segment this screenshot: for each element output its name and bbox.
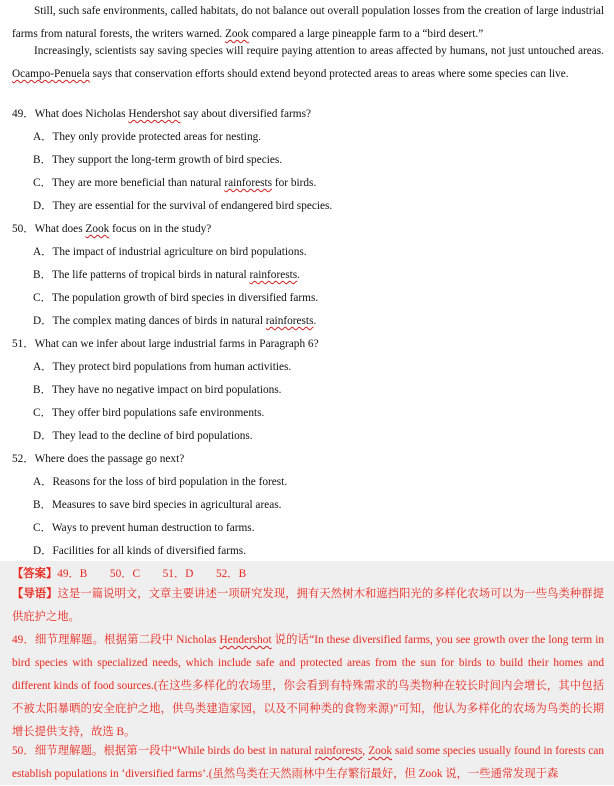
option-50-c: C．The population growth of bird species in diversified farms. bbox=[33, 292, 319, 304]
option-49-c: C．They are more beneficial than natural rainforests for birds. bbox=[33, 177, 317, 189]
option-51-c: C．They offer bird populations safe environments. bbox=[33, 407, 265, 419]
explanation-49: 49．细节理解题。根据第二段中 Nicholas Hendershot 说的话“In these diversified farms, you see growth over the long term in bird species with specialized needs, which include safe and protected areas from the sun for birds to build their homes and different kinds of food sources.(在这些多样化的农场里，你会看到有特殊需求的鸟类物种在较长时间内会增长，其中包括不被太阳暴晒的安全庇护之地，供鸟类建造家园，以及不同种类的食物来源)”可知，他认为多样化的农场为鸟类的长期增长提供支持，故选 B。 bbox=[12, 634, 605, 738]
option-52-a: A．Reasons for the loss of bird population in the forest. bbox=[33, 476, 288, 488]
question-52: 52．Where does the passage go next? bbox=[12, 453, 185, 465]
spell-check-word: rainforests bbox=[224, 177, 273, 189]
option-52-d: D．Facilities for all kinds of diversified farms. bbox=[33, 545, 247, 557]
guide-label: 【导语】 bbox=[12, 588, 58, 600]
guide-paragraph: 【导语】这是一篇说明文，文章主要讲述一项研究发现，拥有天然树木和遮挡阳光的多样化农场可以为一些鸟类种群提供庇护之地。 bbox=[12, 588, 604, 623]
answer-key-values: 49．B 50．C 51．D 52．B bbox=[57, 568, 247, 580]
option-52-c: C．Ways to prevent human destruction to farms. bbox=[33, 522, 255, 534]
answer-key-line bbox=[12, 565, 246, 581]
question-49: 49．What does Nicholas Hendershot say about diversified farms? bbox=[12, 108, 311, 120]
option-52-b: B．Measures to save bird species in agricultural areas. bbox=[33, 499, 282, 511]
option-51-d: D．They lead to the decline of bird populations. bbox=[33, 430, 253, 442]
option-51-b: B．They have no negative impact on bird populations. bbox=[33, 384, 282, 396]
question-50: 50．What does Zook focus on in the study? bbox=[12, 223, 212, 235]
spell-check-word: Zook bbox=[368, 745, 393, 757]
option-51-a: A．They protect bird populations from human activities. bbox=[33, 361, 292, 373]
spell-check-word: Hendershot bbox=[219, 634, 272, 646]
spell-check-word: rainforests bbox=[314, 745, 363, 757]
option-50-b: B．The life patterns of tropical birds in natural rainforests. bbox=[33, 269, 300, 281]
spell-check-word: Ocampo-Penuela bbox=[12, 68, 90, 80]
option-49-b: B．They support the long-term growth of bird species. bbox=[33, 154, 283, 166]
spell-check-word: Zook bbox=[85, 223, 110, 235]
spell-check-word: rainforests bbox=[265, 315, 314, 327]
question-51: 51．What can we infer about large industrial farms in Paragraph 6? bbox=[12, 338, 319, 350]
spell-check-word: rainforests bbox=[249, 269, 298, 281]
option-50-a: A．The impact of industrial agriculture on bird populations. bbox=[33, 246, 307, 258]
paragraph-conservation: Increasingly, scientists say saving species will require paying attention to areas affected by humans, not just untouched areas. Ocampo-Penuela says that conservation efforts should extend beyond protected areas to areas where some species can live. bbox=[12, 45, 604, 80]
paragraph-habitats: Still, such safe environments, called habitats, do not balance out overall population losses from the creation of large industrial farms from natural forests, the writers warned. Zook compared a large pineapple farm to a “bird desert.” bbox=[12, 5, 604, 40]
option-50-d: D．The complex mating dances of birds in natural rainforests. bbox=[33, 315, 317, 327]
spell-check-word: Hendershot bbox=[128, 108, 181, 120]
option-49-a: A．They only provide protected areas for nesting. bbox=[33, 131, 262, 143]
option-49-d: D．They are essential for the survival of endangered bird species. bbox=[33, 200, 333, 212]
explanation-50: 50．细节理解题。根据第一段中“While birds do best in natural rainforests, Zook said some species usually found in forests can establish populations in ‘diversified farms’.(虽然鸟类在天然雨林中生存繁衍最好，但 Zook 说，一些通常发现于森 bbox=[12, 745, 604, 780]
answer-key-label: 【答案】 bbox=[12, 568, 58, 580]
spell-check-word: Zook bbox=[225, 28, 249, 40]
